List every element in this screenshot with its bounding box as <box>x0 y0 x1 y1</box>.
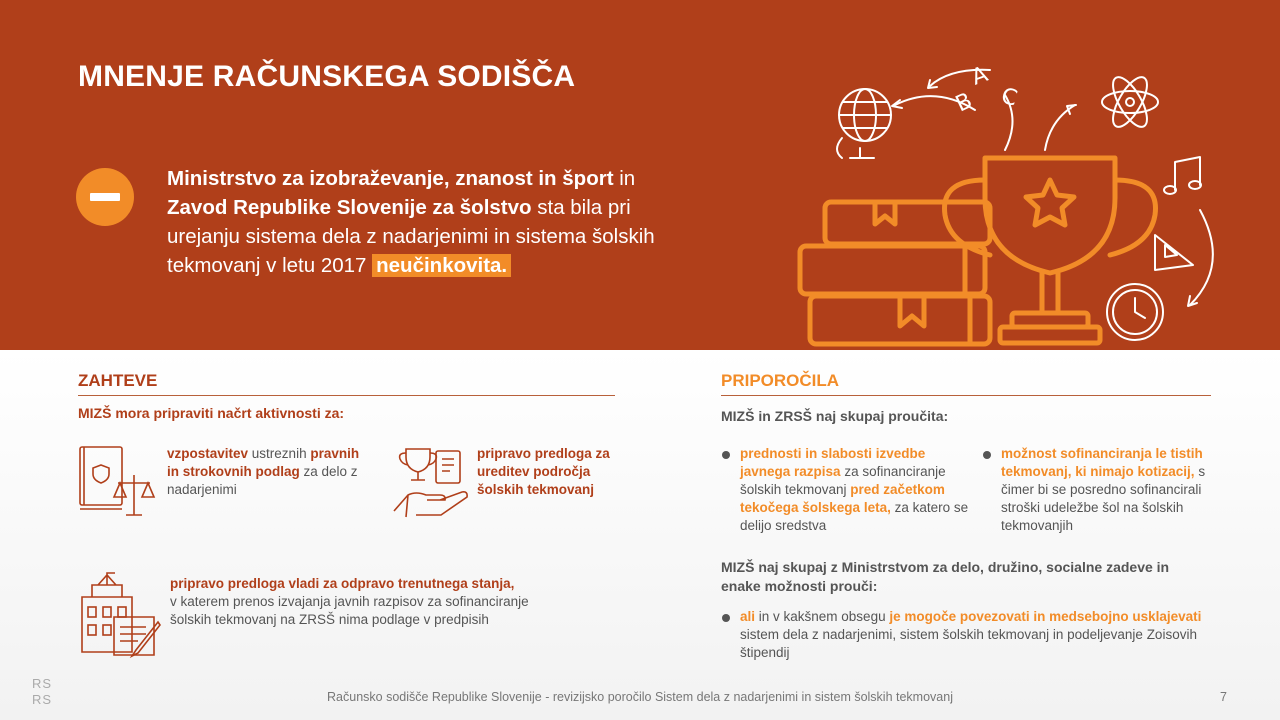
verdict-highlight: neučinkovita. <box>372 254 511 277</box>
svg-text:C: C <box>998 83 1020 112</box>
footer-text: Računsko sodišče Republike Slovenije - revizijsko poročilo Sistem dela z nadarjenimi in sistem šolskih tekmovanj <box>327 690 953 704</box>
priporocila-bullet-2 <box>983 445 1238 535</box>
header-band <box>0 0 1280 350</box>
priporocila-bullet-1-text-1: za sofinanciranje šolskih tekmovanj <box>740 464 946 497</box>
zahteve-heading: ZAHTEVE <box>78 371 615 396</box>
priporocila-bullet-2-text-1: s čimer bi se posredno sofinancirali stroški udeležbe šol na šolskih tekmovanjih <box>1001 464 1206 533</box>
zahteve-item-3 <box>170 575 570 629</box>
zahteve-item-1-text-1: ustreznih <box>248 446 311 461</box>
verdict-bold-2: Zavod Republike Slovenije za šolstvo <box>167 196 532 219</box>
priporocila-heading: PRIPOROČILA <box>721 371 1211 396</box>
svg-text:A: A <box>968 61 992 91</box>
logo-bottom: RS <box>32 692 53 707</box>
verdict-bold-1: Ministrstvo za izobraževanje, znanost in šport <box>167 167 614 190</box>
zahteve-item-1-bold-1: vzpostavitev <box>167 446 249 461</box>
logo-top: RS <box>32 676 53 691</box>
law-book-scales-icon <box>78 445 158 520</box>
priporocila-bullet-3-orange-2: je mogoče povezovati in medsebojno usklajevati <box>889 609 1202 624</box>
verdict-text-1: in <box>613 167 636 190</box>
priporocila-bullet-1-text-2: za katero se delijo sredstva <box>740 500 969 533</box>
priporocila-bullet-3-text-2: sistem dela z nadarjenimi, sistem šolskih tekmovanj in podeljevanje Zoisovih štipendij <box>740 627 1197 660</box>
verdict-text-2: sta bila pri urejanju sistema dela z nadarjenimi in sistema šolskih tekmovanj v letu 2017 <box>167 196 655 277</box>
page-title: MNENJE RAČUNSKEGA SODIŠČA <box>78 60 576 93</box>
zahteve-item-1-text-2: za delo z nadarjenimi <box>167 464 358 497</box>
priporocila-bullet-3-orange-1: ali <box>740 609 756 624</box>
verdict-text <box>167 164 687 280</box>
priporocila-bullet-3 <box>722 608 1232 662</box>
education-trophy-illustration <box>780 40 1250 350</box>
zahteve-item-3-text-1: v katerem prenos izvajanja javnih razpisov za sofinanciranje šolskih tekmovanj na ZRSŠ nima podlage v predpisih <box>170 594 529 627</box>
zahteve-item-1-bold-2: pravnih in strokovnih podlag <box>167 446 360 479</box>
zahteve-item-2-bold-1: pripravo predloga za ureditev področja šolskih tekmovanj <box>477 446 610 497</box>
zahteve-item-3-bold-1: pripravo predloga vladi za odpravo trenutnega stanja, <box>170 576 515 591</box>
trophy-hand-document-icon <box>392 445 472 523</box>
priporocila-bullet-1-orange-2: pred začetkom tekočega šolskega leta, <box>740 482 945 515</box>
zahteve-intro: MIZŠ mora pripraviti načrt aktivnosti za: <box>78 405 345 421</box>
priporocila-bullet-2-orange-1: možnost sofinanciranja le tistih tekmovanj, ki nimajo kotizacij, <box>1001 446 1203 479</box>
svg-text:B: B <box>951 88 977 118</box>
minus-circle-icon <box>76 168 134 226</box>
zahteve-item-2 <box>477 445 637 499</box>
priporocila-intro-2: MIZŠ naj skupaj z Ministrstvom za delo, družino, socialne zadeve in enake možnosti prouči: <box>721 559 1170 594</box>
priporocila-bullet-3-text-1: in v kakšnem obsegu <box>755 609 890 624</box>
building-document-icon <box>78 567 163 660</box>
priporocila-intro-1: MIZŠ in ZRSŠ naj skupaj proučita: <box>721 408 949 424</box>
priporocila-bullet-1-orange-1: prednosti in slabosti izvedbe javnega razpisa <box>740 446 926 479</box>
priporocila-bullet-1 <box>722 445 972 535</box>
zahteve-item-1 <box>167 445 372 499</box>
page-number: 7 <box>1220 690 1227 704</box>
